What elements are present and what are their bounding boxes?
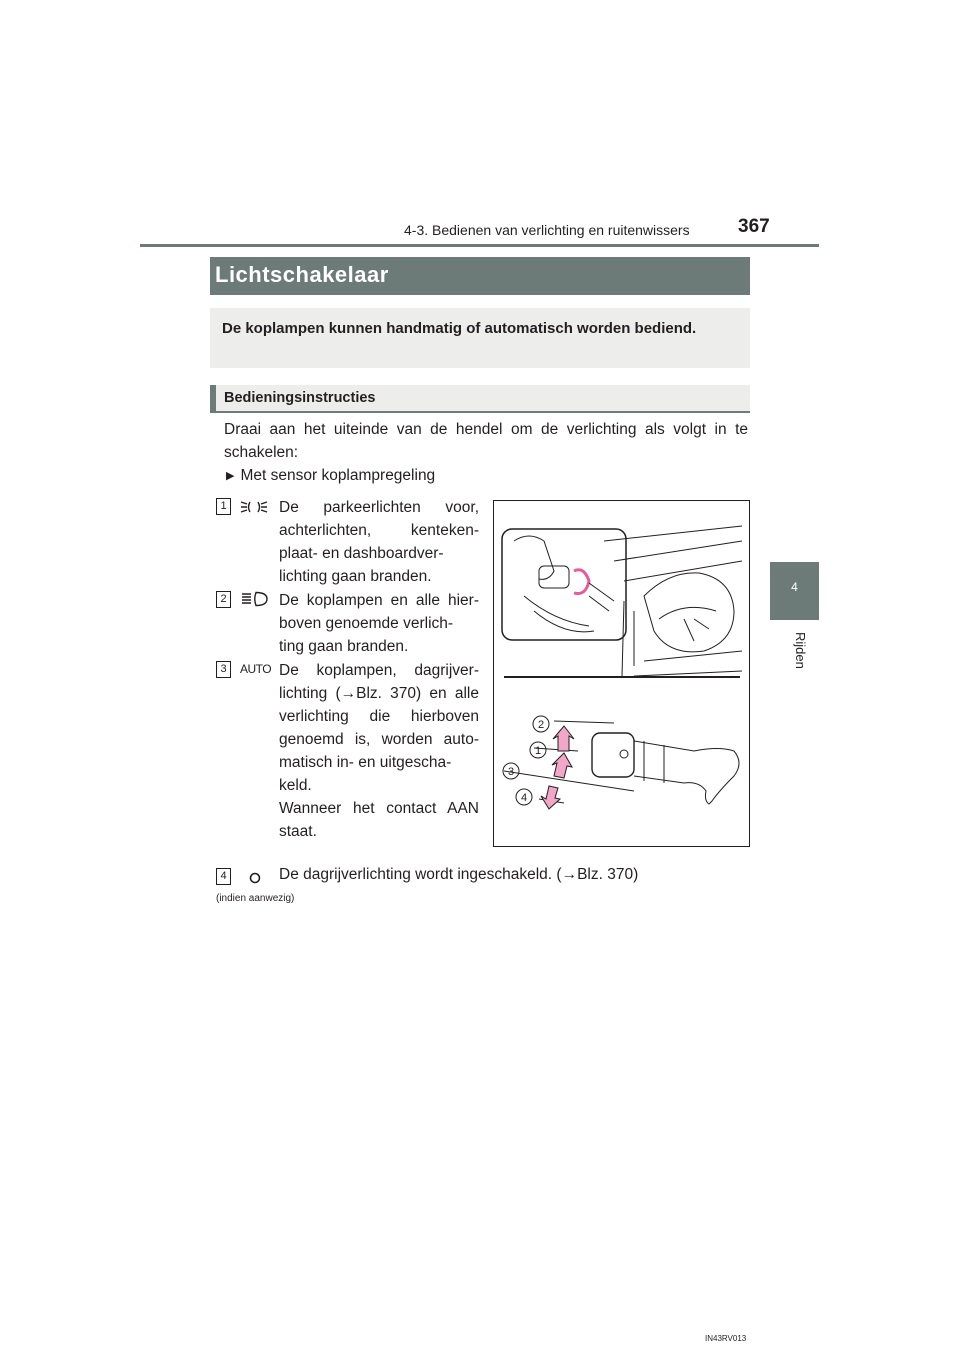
callout-2: 2 [537,719,545,731]
chapter-number: 4 [791,580,798,594]
callout-1: 1 [534,745,542,757]
item-text-1: De parkeerlichten voor, achterlichten, kenteken-plaat- en dashboardver- lichting gaan branden. [279,499,479,585]
bullet-text: Met sensor koplampregeling [240,467,436,484]
chapter-tab[interactable] [770,562,819,620]
headlight-icon [240,591,268,607]
subsection-accent [210,385,216,411]
lever-illustration [493,500,750,1343]
item-text-4: De dagrijverlichting wordt ingeschakeld. (→Blz. 370) [279,866,639,883]
subsection-bar [210,385,750,413]
lever-drawing [494,501,749,846]
item-text-3: De koplampen, dagrijver-lichting (→Blz. 370) en alle verlichting die hierboven genoemd is, worden auto-matisch in- en uitgescha- keld. Wanneer het contact AAN staat. [279,662,479,840]
page-number: 367 [738,216,770,237]
bullet-triangle-icon: ▶ [226,470,235,482]
item-number-1: 1 [216,498,231,515]
intro-text: De koplampen kunnen handmatig of automatisch worden bediend. [222,320,697,337]
section-title: 4-3. Bedienen van verlichting en ruitenwissers [404,222,690,238]
page-title: Lichtschakelaar [215,262,389,287]
drl-icon [248,871,262,885]
item-note-4: (indien aanwezig) [216,893,295,904]
item-text-2: De koplampen en alle hier-boven genoemde verlich- ting gaan branden. [279,592,479,655]
figure-code: IN43RV013 [705,1334,747,1343]
parking-light-icon [240,499,268,515]
item-number-4: 4 [216,868,231,885]
item-number-2: 2 [216,591,231,608]
subsection-title: Bedieningsinstructies [224,390,376,406]
item-number-3: 3 [216,661,231,678]
header-rule [140,244,819,247]
body-text: Draai aan het uiteinde van de hendel om de verlichting als volgt in te schakelen: [224,421,748,461]
chapter-label: Rijden [793,632,808,669]
intro-box [210,308,750,368]
callout-4: 4 [520,792,528,804]
callout-3: 3 [507,766,515,778]
auto-light-icon: AUTO [240,662,272,676]
title-bar [210,257,750,295]
bullet-item [226,467,435,485]
